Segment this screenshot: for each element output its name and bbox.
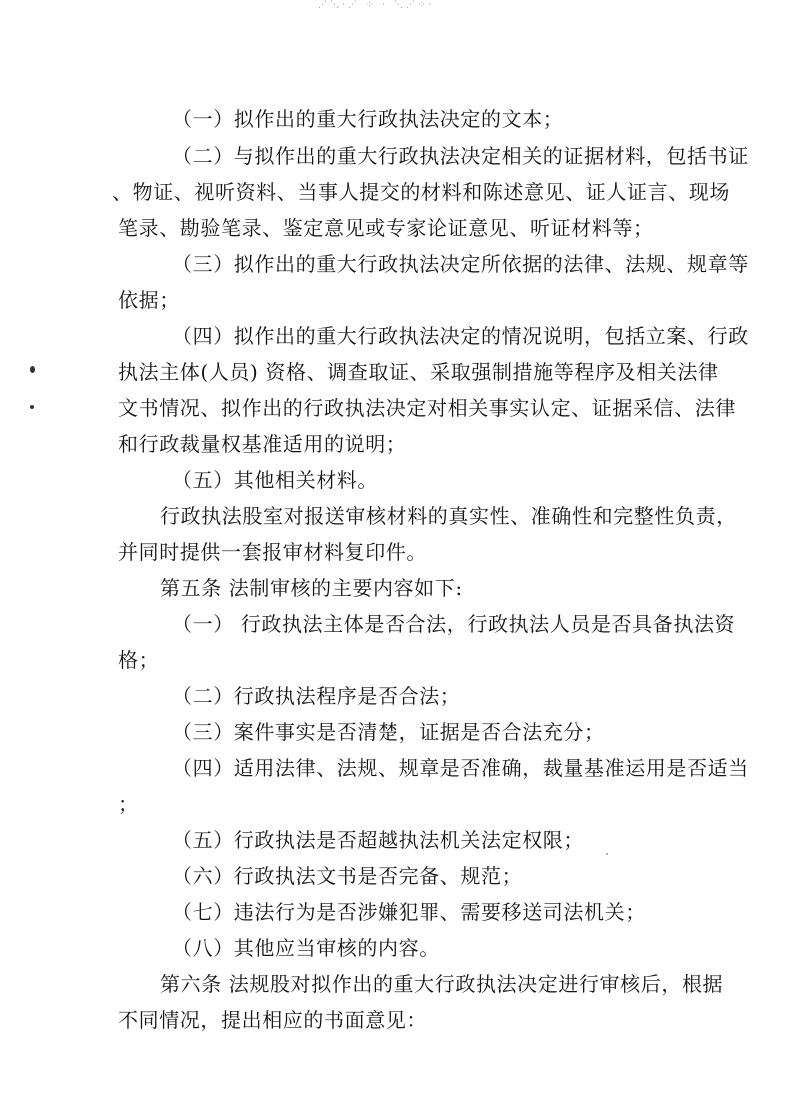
text-line: 第五条 法制审核的主要内容如下: [160,576,463,600]
text-line: （五）其他相关材料。 [172,468,378,492]
text-line: （七）违法行为是否涉嫌犯罪、需要移送司法机关； [172,900,646,924]
text-line: ； [118,792,139,816]
text-line: 第六条 法规股对拟作出的重大行政执法决定进行审核后，根据 [160,972,724,996]
scan-speck [606,853,608,855]
text-line: （一） 行政执法主体是否合法，行政执法人员是否具备执法资 [172,612,736,636]
text-line: 和行政裁量权基准适用的说明； [118,432,407,456]
text-line: 依据； [118,288,180,312]
text-line: 执法主体(人员) 资格、调查取证、采取强制措施等程序及相关法律 [118,360,719,384]
text-line: （一）拟作出的重大行政执法决定的文本； [172,107,564,131]
text-line: （三）拟作出的重大行政执法决定所依据的法律、法规、规章等 [172,252,749,276]
scan-artifact: ⋰⋱·⋰ ⁘ · ⋱⋰⁘· [318,0,435,10]
text-line: （二）与拟作出的重大行政执法决定相关的证据材料，包括书证 [172,144,749,168]
text-line: （三）案件事实是否清楚，证据是否合法充分； [172,720,605,744]
text-line: 笔录、勘验笔录、鉴定意见或专家论证意见、听证材料等； [118,216,654,240]
text-line: （二）行政执法程序是否合法； [172,684,461,708]
text-line: （四）拟作出的重大行政执法决定的情况说明，包括立案、行政 [172,324,749,348]
text-line: （八）其他应当审核的内容。 [172,936,440,960]
text-line: 格； [118,648,160,672]
scan-speck [30,366,35,373]
text-line: 行政执法股室对报送审核材料的真实性、准确性和完整性负责， [160,504,737,528]
text-line: （六）行政执法文书是否完备、规范； [172,864,523,888]
text-line: 不同情况，提出相应的书面意见： [118,1008,427,1032]
text-line: 、物证、视听资料、当事人提交的材料和陈述意见、证人证言、现场 [112,180,730,204]
text-line: （五）行政执法是否超越执法机关法定权限； [172,828,584,852]
scan-speck [30,405,34,409]
text-line: 并同时提供一套报审材料复印件。 [118,540,427,564]
text-line: （四）适用法律、法规、规章是否准确，裁量基准运用是否适当 [172,756,749,780]
text-line: 文书情况、拟作出的行政执法决定对相关事实认定、证据采信、法律 [118,396,736,420]
